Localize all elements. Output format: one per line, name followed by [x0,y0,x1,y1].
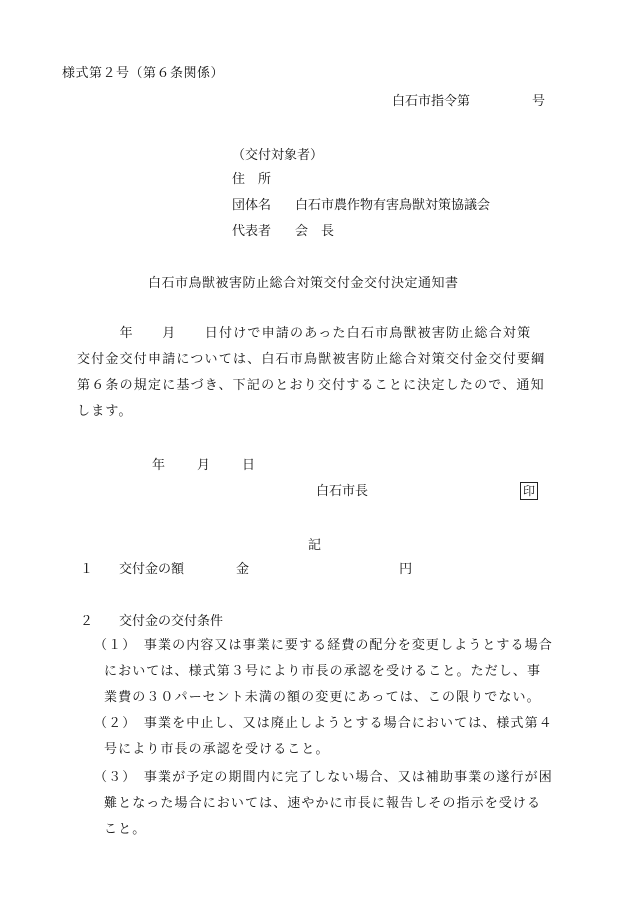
body-line: 交付金交付申請については、白石市鳥獣被害防止総合対策交付金交付要綱 [77,352,546,367]
item-grant-conditions [80,614,223,630]
rep-label: 代表者 [232,224,272,239]
body-line: 年 月 日付けで申請のあった白石市鳥獣被害防止総合対策 [77,326,532,341]
condition-2-line [94,716,553,732]
yen-label: 円 [399,562,413,577]
item-number: ２ [80,614,94,629]
group-label: 団体名 [232,198,272,213]
item-label: 交付金の額 [119,562,185,577]
item-label: 交付金の交付条件 [119,614,224,629]
document-title: 白石市鳥獣被害防止総合対策交付金交付決定通知書 [148,276,459,291]
condition-3-line: 難となった場合においては、速やかに市長に報告しその指示を受ける [104,796,542,811]
group-value: 白石市農作物有害鳥獣対策協議会 [295,198,491,213]
recipient-heading: （交付対象者） [232,148,324,163]
body-line: します。 [77,404,133,419]
kin-label: 金 [236,562,250,577]
issue-date [152,458,255,474]
notice-number [392,94,545,110]
date-day: 日 [242,458,256,473]
notice-number-prefix: 白石市指令第 [392,94,471,109]
item-grant-amount [80,562,412,578]
condition-text: 事業の内容又は事業に要する経費の配分を変更しようとする場合 [143,638,553,653]
ki-heading: 記 [308,538,322,553]
condition-1-line [94,638,553,654]
address-label: 住 所 [232,172,272,187]
condition-3-line: こと。 [104,822,147,837]
notice-number-suffix: 号 [532,94,546,109]
condition-2-line: 号により市長の承認を受けること。 [104,742,330,757]
date-month: 月 [197,458,211,473]
seal-mark: 印 [520,482,538,500]
condition-1-line: においては、様式第３号により市長の承認を受けること。ただし、事 [104,664,542,679]
condition-number: （３） [94,770,130,785]
condition-text: 事業を中止し、又は廃止しようとする場合においては、様式第４ [143,716,553,731]
date-year: 年 [152,458,166,473]
body-line: 第６条の規定に基づき、下記のとおり交付することに決定したので、通知 [77,378,545,393]
condition-text: 事業が予定の期間内に完了しない場合、又は補助事業の遂行が困 [143,770,553,785]
item-number: １ [80,562,94,577]
form-label: 様式第２号（第６条関係） [62,66,225,81]
condition-1-line: 業費の３０パーセント未満の額の変更にあっては、この限りでない。 [104,690,541,705]
issuer-mayor: 白石市長 [316,484,369,499]
condition-number: （１） [94,638,130,653]
condition-3-line [94,770,553,786]
condition-number: （２） [94,716,130,731]
rep-value: 会 長 [295,224,335,239]
